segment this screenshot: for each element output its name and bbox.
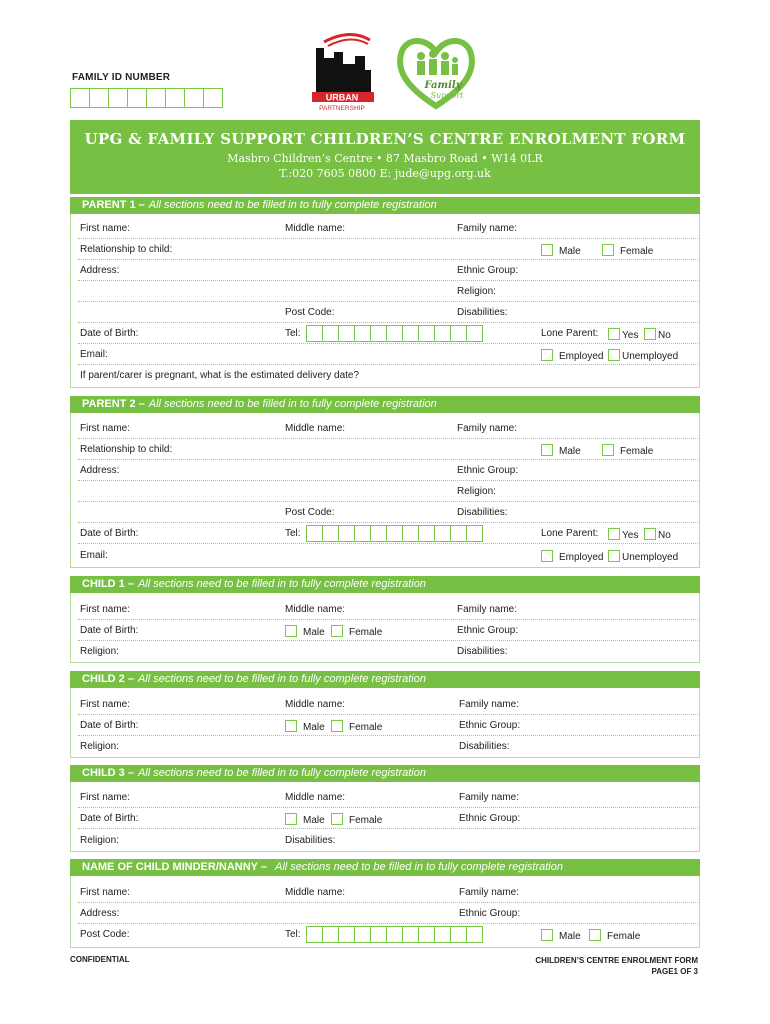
tel-digit-box[interactable] (386, 926, 403, 943)
female-option[interactable] (331, 813, 382, 826)
first-name-label: First name: (80, 423, 131, 434)
yes-checkbox[interactable] (608, 328, 620, 340)
tel-digit-box[interactable] (402, 325, 419, 342)
male-label: Male (303, 627, 325, 638)
tel-digit-box[interactable] (466, 926, 483, 943)
male-checkbox[interactable] (541, 444, 553, 456)
ethnic-group-label: Ethnic Group: (459, 813, 521, 824)
child2-dob-row[interactable] (78, 715, 698, 736)
tel-digit-box[interactable] (450, 525, 467, 542)
tel-digit-box[interactable] (354, 325, 371, 342)
male-label: Male (559, 446, 581, 457)
disabilities-label: Disabilities: (457, 646, 508, 657)
parent2-dob-row[interactable] (78, 523, 698, 544)
relationship-label: Relationship to child: (80, 444, 173, 455)
ethnic-group-label: Ethnic Group: (457, 465, 519, 476)
male-label: Male (303, 815, 325, 826)
tel-digit-box[interactable] (322, 325, 339, 342)
child3-header (70, 765, 700, 782)
form-title: UPG & FAMILY SUPPORT CHILDREN’S CENTRE ENROLMENT FORM (84, 130, 686, 148)
family-name-label: Family name: (459, 792, 520, 803)
tel-digit-box[interactable] (370, 525, 387, 542)
address-label: Address: (80, 465, 120, 476)
male-option[interactable] (541, 444, 581, 457)
lone-parent-no-option[interactable] (644, 328, 671, 341)
middle-name-label: Middle name: (285, 223, 346, 234)
lone-parent-label: Lone Parent: (541, 528, 599, 539)
tel-digit-box[interactable] (338, 525, 355, 542)
male-option[interactable] (285, 720, 325, 733)
parent1-address-row[interactable] (78, 260, 698, 281)
tel-digit-box[interactable] (306, 525, 323, 542)
tel-digit-box[interactable] (418, 325, 435, 342)
ethnic-group-label: Ethnic Group: (459, 908, 521, 919)
lone-parent-label: Lone Parent: (541, 328, 599, 339)
family-name-label: Family name: (457, 223, 518, 234)
tel-digit-box[interactable] (306, 926, 323, 943)
yes-label: Yes (622, 530, 639, 541)
dob-label: Date of Birth: (80, 328, 139, 339)
parent1-header (70, 197, 700, 214)
employed-checkbox[interactable] (541, 550, 553, 562)
tel-label: Tel: (285, 528, 301, 539)
family-id-digit-box[interactable] (108, 88, 128, 108)
parent1-dob-row[interactable] (78, 323, 698, 344)
parent1-name-row[interactable] (78, 218, 698, 239)
tel-digit-box[interactable] (386, 525, 403, 542)
address-label: Address: (80, 265, 120, 276)
female-label: Female (349, 815, 383, 826)
tel-label: Tel: (285, 328, 301, 339)
family-name-label: Family name: (457, 604, 518, 615)
religion-label: Religion: (457, 486, 496, 497)
parent1-email-row[interactable] (78, 344, 698, 365)
child3-dob-row[interactable] (78, 808, 698, 829)
employed-option[interactable] (541, 349, 603, 362)
lone-parent-yes-option[interactable] (608, 528, 638, 541)
first-name-label: First name: (80, 699, 131, 710)
female-label: Female (607, 931, 641, 942)
female-checkbox[interactable] (602, 444, 614, 456)
middle-name-label: Middle name: (285, 423, 346, 434)
address-label: Address: (80, 908, 120, 919)
male-label: Male (559, 246, 581, 257)
female-option[interactable] (331, 625, 382, 638)
parent1-postcode-row[interactable] (78, 302, 698, 323)
section-note: All sections need to be filled in to fully complete registration (137, 767, 426, 779)
tel-digit-box[interactable] (370, 926, 387, 943)
tel-digit-box[interactable] (338, 926, 355, 943)
urban-partnership-logo (310, 30, 374, 112)
female-option[interactable] (331, 720, 382, 733)
family-name-label: Family name: (459, 887, 520, 898)
first-name-label: First name: (80, 604, 131, 615)
family-name-label: Family name: (457, 423, 518, 434)
child1-header (70, 576, 700, 593)
post-code-label: Post Code: (80, 929, 130, 940)
family-logo-text: Family (424, 80, 462, 91)
child2-religion-row[interactable] (78, 736, 698, 757)
tel-digit-boxes[interactable] (306, 926, 482, 943)
middle-name-label: Middle name: (285, 604, 346, 615)
tel-digit-box[interactable] (434, 325, 451, 342)
family-id-digit-box[interactable] (146, 88, 166, 108)
disabilities-label: Disabilities: (285, 835, 336, 846)
section-note: All sections need to be filled in to fully complete registration (137, 578, 426, 590)
parent2-email-row[interactable] (78, 545, 698, 566)
family-support-logo (395, 30, 477, 112)
no-label: No (658, 530, 671, 541)
religion-label: Religion: (80, 646, 119, 657)
female-option[interactable] (602, 444, 653, 457)
parent1-pregnant-row[interactable] (78, 365, 698, 386)
section-name: PARENT 1 – (82, 199, 145, 211)
minder-header (70, 859, 700, 876)
dob-label: Date of Birth: (80, 813, 139, 824)
dob-label: Date of Birth: (80, 528, 139, 539)
male-option[interactable] (541, 244, 581, 257)
employed-option[interactable] (541, 550, 603, 563)
email-label: Email: (80, 550, 108, 561)
middle-name-label: Middle name: (285, 792, 346, 803)
tel-digit-box[interactable] (338, 325, 355, 342)
confidential-label: CONFIDENTIAL (70, 955, 130, 964)
dob-label: Date of Birth: (80, 625, 139, 636)
tel-digit-box[interactable] (434, 525, 451, 542)
tel-digit-box[interactable] (418, 525, 435, 542)
female-label: Female (349, 627, 383, 638)
female-checkbox[interactable] (331, 625, 343, 637)
unemployed-option[interactable] (608, 550, 678, 563)
lone-parent-no-option[interactable] (644, 528, 671, 541)
tel-digit-box[interactable] (354, 525, 371, 542)
religion-label: Religion: (80, 741, 119, 752)
male-label: Male (559, 931, 581, 942)
tel-digit-box[interactable] (450, 926, 467, 943)
parent2-address-row-2[interactable] (78, 481, 698, 502)
first-name-label: First name: (80, 887, 131, 898)
parent2-postcode-row[interactable] (78, 502, 698, 523)
centre-address: Masbro Children’s Centre • 87 Masbro Road • W14 0LR (227, 152, 543, 165)
male-checkbox[interactable] (541, 929, 553, 941)
footer-form-name: CHILDREN’S CENTRE ENROLMENT FORM (535, 956, 698, 965)
disabilities-label: Disabilities: (457, 507, 508, 518)
child3-religion-row[interactable] (78, 830, 698, 851)
no-checkbox[interactable] (644, 328, 656, 340)
tel-digit-box[interactable] (402, 525, 419, 542)
unemployed-label: Unemployed (622, 552, 679, 563)
first-name-label: First name: (80, 792, 131, 803)
tel-digit-box[interactable] (322, 525, 339, 542)
ethnic-group-label: Ethnic Group: (459, 720, 521, 731)
tel-digit-box[interactable] (418, 926, 435, 943)
religion-label: Religion: (457, 286, 496, 297)
disabilities-label: Disabilities: (459, 741, 510, 752)
family-id-label: FAMILY ID NUMBER (72, 72, 171, 83)
email-label: Email: (80, 349, 108, 360)
unemployed-label: Unemployed (622, 351, 679, 362)
post-code-label: Post Code: (285, 307, 335, 318)
family-id-digit-box[interactable] (89, 88, 109, 108)
tel-digit-box[interactable] (386, 325, 403, 342)
footer-page-number: PAGE1 OF 3 (651, 967, 698, 976)
tel-digit-box[interactable] (402, 926, 419, 943)
male-checkbox[interactable] (285, 720, 297, 732)
family-id-boxes[interactable] (70, 88, 222, 108)
child1-dob-row[interactable] (78, 620, 698, 641)
middle-name-label: Middle name: (285, 887, 346, 898)
unemployed-option[interactable] (608, 349, 678, 362)
middle-name-label: Middle name: (285, 699, 346, 710)
child2-name-row[interactable] (78, 694, 698, 715)
partnership-logo-text: PARTNERSHIP (319, 105, 365, 112)
parent2-name-row[interactable] (78, 418, 698, 439)
relationship-label: Relationship to child: (80, 244, 173, 255)
no-checkbox[interactable] (644, 528, 656, 540)
female-label: Female (620, 246, 654, 257)
tel-digit-box[interactable] (450, 325, 467, 342)
tel-digit-boxes[interactable] (306, 525, 482, 542)
tel-digit-box[interactable] (354, 926, 371, 943)
minder-postcode-row[interactable] (78, 924, 698, 945)
parent2-relationship-row[interactable] (78, 439, 698, 460)
child2-header (70, 671, 700, 688)
tel-digit-box[interactable] (434, 926, 451, 943)
parent1-address-row-2[interactable] (78, 281, 698, 302)
female-option[interactable] (602, 244, 653, 257)
section-note: All sections need to be filled in to fully complete registration (148, 199, 437, 211)
family-id-digit-box[interactable] (184, 88, 204, 108)
employed-label: Employed (559, 552, 604, 563)
male-option[interactable] (285, 625, 325, 638)
minder-name-row[interactable] (78, 882, 698, 903)
male-checkbox[interactable] (285, 625, 297, 637)
child3-name-row[interactable] (78, 787, 698, 808)
section-name: CHILD 2 – (82, 673, 134, 685)
female-checkbox[interactable] (602, 244, 614, 256)
yes-label: Yes (622, 330, 639, 341)
family-id-digit-box[interactable] (203, 88, 223, 108)
tel-label: Tel: (285, 929, 301, 940)
female-option[interactable] (589, 929, 640, 942)
male-option[interactable] (285, 813, 325, 826)
post-code-label: Post Code: (285, 507, 335, 518)
parent2-header (70, 396, 700, 413)
tel-digit-boxes[interactable] (306, 325, 482, 342)
tel-digit-box[interactable] (370, 325, 387, 342)
religion-label: Religion: (80, 835, 119, 846)
female-checkbox[interactable] (331, 813, 343, 825)
pregnant-question: If parent/carer is pregnant, what is the estimated delivery date? (80, 370, 360, 381)
employed-label: Employed (559, 351, 604, 362)
tel-digit-box[interactable] (466, 325, 483, 342)
centre-contact: T.:020 7605 0800 E: jude@upg.org.uk (279, 167, 491, 180)
female-checkbox[interactable] (331, 720, 343, 732)
male-label: Male (303, 722, 325, 733)
dob-label: Date of Birth: (80, 720, 139, 731)
family-id-digit-box[interactable] (127, 88, 147, 108)
tel-digit-box[interactable] (306, 325, 323, 342)
female-label: Female (349, 722, 383, 733)
section-name: PARENT 2 – (82, 398, 145, 410)
section-note: All sections need to be filled in to fully complete registration (137, 673, 426, 685)
form-title-banner (70, 120, 700, 194)
disabilities-label: Disabilities: (457, 307, 508, 318)
section-note: All sections need to be filled in to fully complete registration (148, 398, 437, 410)
urban-logo-text: URBAN (325, 92, 359, 103)
first-name-label: First name: (80, 223, 131, 234)
family-name-label: Family name: (459, 699, 520, 710)
child1-religion-row[interactable] (78, 641, 698, 662)
male-checkbox[interactable] (541, 244, 553, 256)
family-id-digit-box[interactable] (70, 88, 90, 108)
ethnic-group-label: Ethnic Group: (457, 265, 519, 276)
female-label: Female (620, 446, 654, 457)
lone-parent-yes-option[interactable] (608, 328, 638, 341)
employed-checkbox[interactable] (541, 349, 553, 361)
family-id-digit-box[interactable] (165, 88, 185, 108)
section-name: CHILD 3 – (82, 767, 134, 779)
yes-checkbox[interactable] (608, 528, 620, 540)
child1-name-row[interactable] (78, 599, 698, 620)
no-label: No (658, 330, 671, 341)
section-name: CHILD 1 – (82, 578, 134, 590)
section-name: NAME OF CHILD MINDER/NANNY – (82, 861, 267, 873)
ethnic-group-label: Ethnic Group: (457, 625, 519, 636)
section-note: All sections need to be filled in to fully complete registration (274, 861, 563, 873)
unemployed-checkbox[interactable] (608, 349, 620, 361)
footer-form-info (535, 955, 698, 977)
parent2-address-row[interactable] (78, 460, 698, 481)
support-logo-text: Support (430, 91, 464, 100)
tel-digit-box[interactable] (466, 525, 483, 542)
male-checkbox[interactable] (285, 813, 297, 825)
unemployed-checkbox[interactable] (608, 550, 620, 562)
tel-digit-box[interactable] (322, 926, 339, 943)
parent1-relationship-row[interactable] (78, 239, 698, 260)
female-checkbox[interactable] (589, 929, 601, 941)
minder-address-row[interactable] (78, 903, 698, 924)
male-option[interactable] (541, 929, 581, 942)
